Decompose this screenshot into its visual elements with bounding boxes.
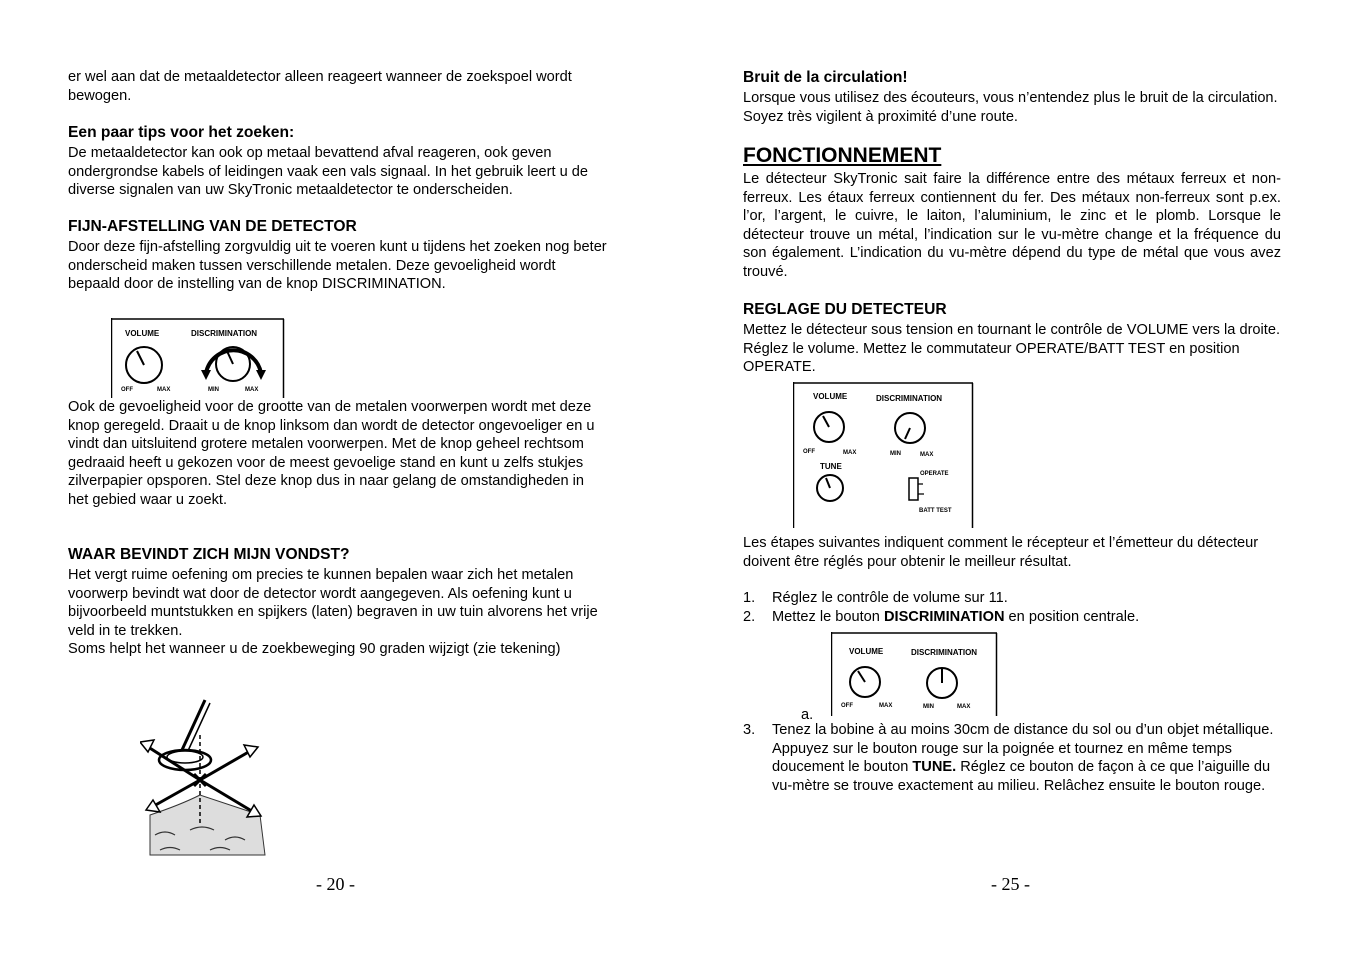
min-label: MIN bbox=[923, 704, 934, 710]
fine-tuning-heading: FIJN-AFSTELLING VAN DE DETECTOR bbox=[68, 218, 357, 235]
search-sweep-illustration bbox=[140, 695, 270, 860]
batt-test-label: BATT TEST bbox=[919, 508, 952, 514]
adjust-heading: REGLAGE DU DETECTEUR bbox=[743, 301, 947, 318]
intro-paragraph: er wel aan dat de metaaldetector alleen reageert wanneer de zoekspoel wordt bewogen. bbox=[68, 69, 572, 104]
control-panel-diagram bbox=[793, 382, 975, 528]
function-paragraph: Le détecteur SkyTronic sait faire la différence entre des métaux ferreux et non-ferreux. Les étaux ferreux contiennent du fer. Des métaux non-ferreux sont p.ex. l’or, l’argent, le cuivre, le laiton, l’aluminium, le zinc et le plomb. Lorsque le détecteur trouve un métal, l’indication sur le vu-mètre change et la fréquence du son également. L’indication du vu-mètre dépend du type de métal que vous avez trouvé. bbox=[743, 171, 1281, 280]
volume-label: VOLUME bbox=[813, 392, 848, 401]
step-text: Réglez le contrôle de volume sur 11. bbox=[772, 590, 1008, 606]
max-label-2: MAX bbox=[245, 387, 259, 393]
traffic-paragraph: Lorsque vous utilisez des écouteurs, vous n’entendez plus le bruit de la circulation. Soyez très vigilent à proximité d’une route. bbox=[743, 90, 1278, 125]
fine-tuning-paragraph: Door deze fijn-afstelling zorgvuldig uit te voeren kunt u tijdens het zoeken nog beter onderscheid maken tussen verschillende metalen. Deze gevoeligheid wordt bepaald door de instelling van de knop DISCRIMINATION. bbox=[68, 239, 607, 293]
max-label-2: MAX bbox=[957, 704, 971, 710]
discrimination-label: DISCRIMINATION bbox=[911, 648, 978, 657]
volume-label: VOLUME bbox=[849, 647, 884, 656]
step-number: 2. bbox=[743, 609, 756, 625]
max-label-2: MAX bbox=[920, 452, 934, 458]
step-text: Mettez le bouton DISCRIMINATION en position centrale. bbox=[772, 609, 1140, 625]
min-label: MIN bbox=[890, 451, 901, 457]
find-paragraph: Het vergt ruime oefening om precies te kunnen bepalen waar zich het metalen voorwerp bevindt wat door de detector wordt aangegeven. Als oefening kunt u bijvoorbeeld muntstukken en spijkers (laten) begraven in uw tuin alvorens het vrije veld in te trekken. bbox=[68, 567, 598, 639]
traffic-heading: Bruit de la circulation! bbox=[743, 69, 908, 86]
tune-label: TUNE bbox=[820, 462, 842, 471]
min-label: MIN bbox=[208, 387, 219, 393]
off-label: OFF bbox=[803, 449, 815, 455]
operate-label: OPERATE bbox=[920, 471, 949, 477]
find-heading: WAAR BEVINDT ZICH MIJN VONDST? bbox=[68, 546, 350, 563]
find-paragraph-2: Soms helpt het wanneer u de zoekbeweging 90 graden wijzigt (zie tekening) bbox=[68, 641, 561, 657]
operate-switch bbox=[909, 478, 918, 500]
section-title: FONCTIONNEMENT bbox=[743, 144, 942, 167]
step-number: 1. bbox=[743, 590, 756, 606]
tips-paragraph: De metaaldetector kan ook op metaal bevattend afval reageren, ook geven ondergrondse kabels of leidingen vaak een vals signaal. In het gebruik leert u de diverse signalen van uw SkyTronic metaaldetector te onderscheiden. bbox=[68, 145, 589, 199]
steps-intro-paragraph: Les étapes suivantes indiquent comment le récepteur et l’émetteur du détecteur doivent être réglés pour obtenir le meilleur résultat. bbox=[743, 535, 1259, 570]
page-number-right: - 25 - bbox=[991, 874, 1030, 894]
off-label: OFF bbox=[121, 387, 133, 393]
off-label: OFF bbox=[841, 703, 853, 709]
discrimination-label: DISCRIMINATION bbox=[876, 394, 943, 403]
max-label: MAX bbox=[157, 387, 171, 393]
step-text: Tenez la bobine à au moins 30cm de distance du sol ou d’un objet métallique. Appuyez sur le bouton rouge sur la poignée et tournez en même temps doucement le bouton TUNE. Réglez ce bouton de façon à ce que l’aiguille du vu-mètre se trouve exactement au milieu. Relâchez ensuite le bouton rouge. bbox=[772, 722, 1274, 794]
tips-heading: Een paar tips voor het zoeken: bbox=[68, 124, 295, 141]
sensitivity-paragraph: Ook de gevoeligheid voor de grootte van de metalen voorwerpen wordt met deze knop geregeld. Draait u de knop linksom dan wordt de detector ongevoeliger en u vindt dan uitsluitend grotere metalen voorwerpen. Met de knop geheel rechtsom gedraaid heeft u gekozen voor de meest gevoelige stand en kunt u zelfs stukjes zilverpapier opsporen. Stel deze knop dus in naar gelang de omstandigheden in het gebied waar u zoekt. bbox=[68, 399, 595, 508]
volume-label: VOLUME bbox=[125, 329, 160, 338]
step-number: 3. bbox=[743, 722, 756, 738]
max-label: MAX bbox=[843, 450, 857, 456]
volume-discrimination-diagram-2 bbox=[831, 632, 999, 717]
page-number-left: - 20 - bbox=[316, 874, 355, 894]
discrimination-label: DISCRIMINATION bbox=[191, 329, 258, 338]
rotation-arrow-icon bbox=[206, 350, 261, 373]
volume-discrimination-diagram bbox=[111, 318, 286, 398]
sub-item-label: a. bbox=[801, 707, 814, 723]
adjust-paragraph: Mettez le détecteur sous tension en tournant le contrôle de VOLUME vers la droite. Réglez le volume. Mettez le commutateur OPERATE/BATT TEST en position OPERATE. bbox=[743, 322, 1281, 376]
max-label: MAX bbox=[879, 703, 893, 709]
